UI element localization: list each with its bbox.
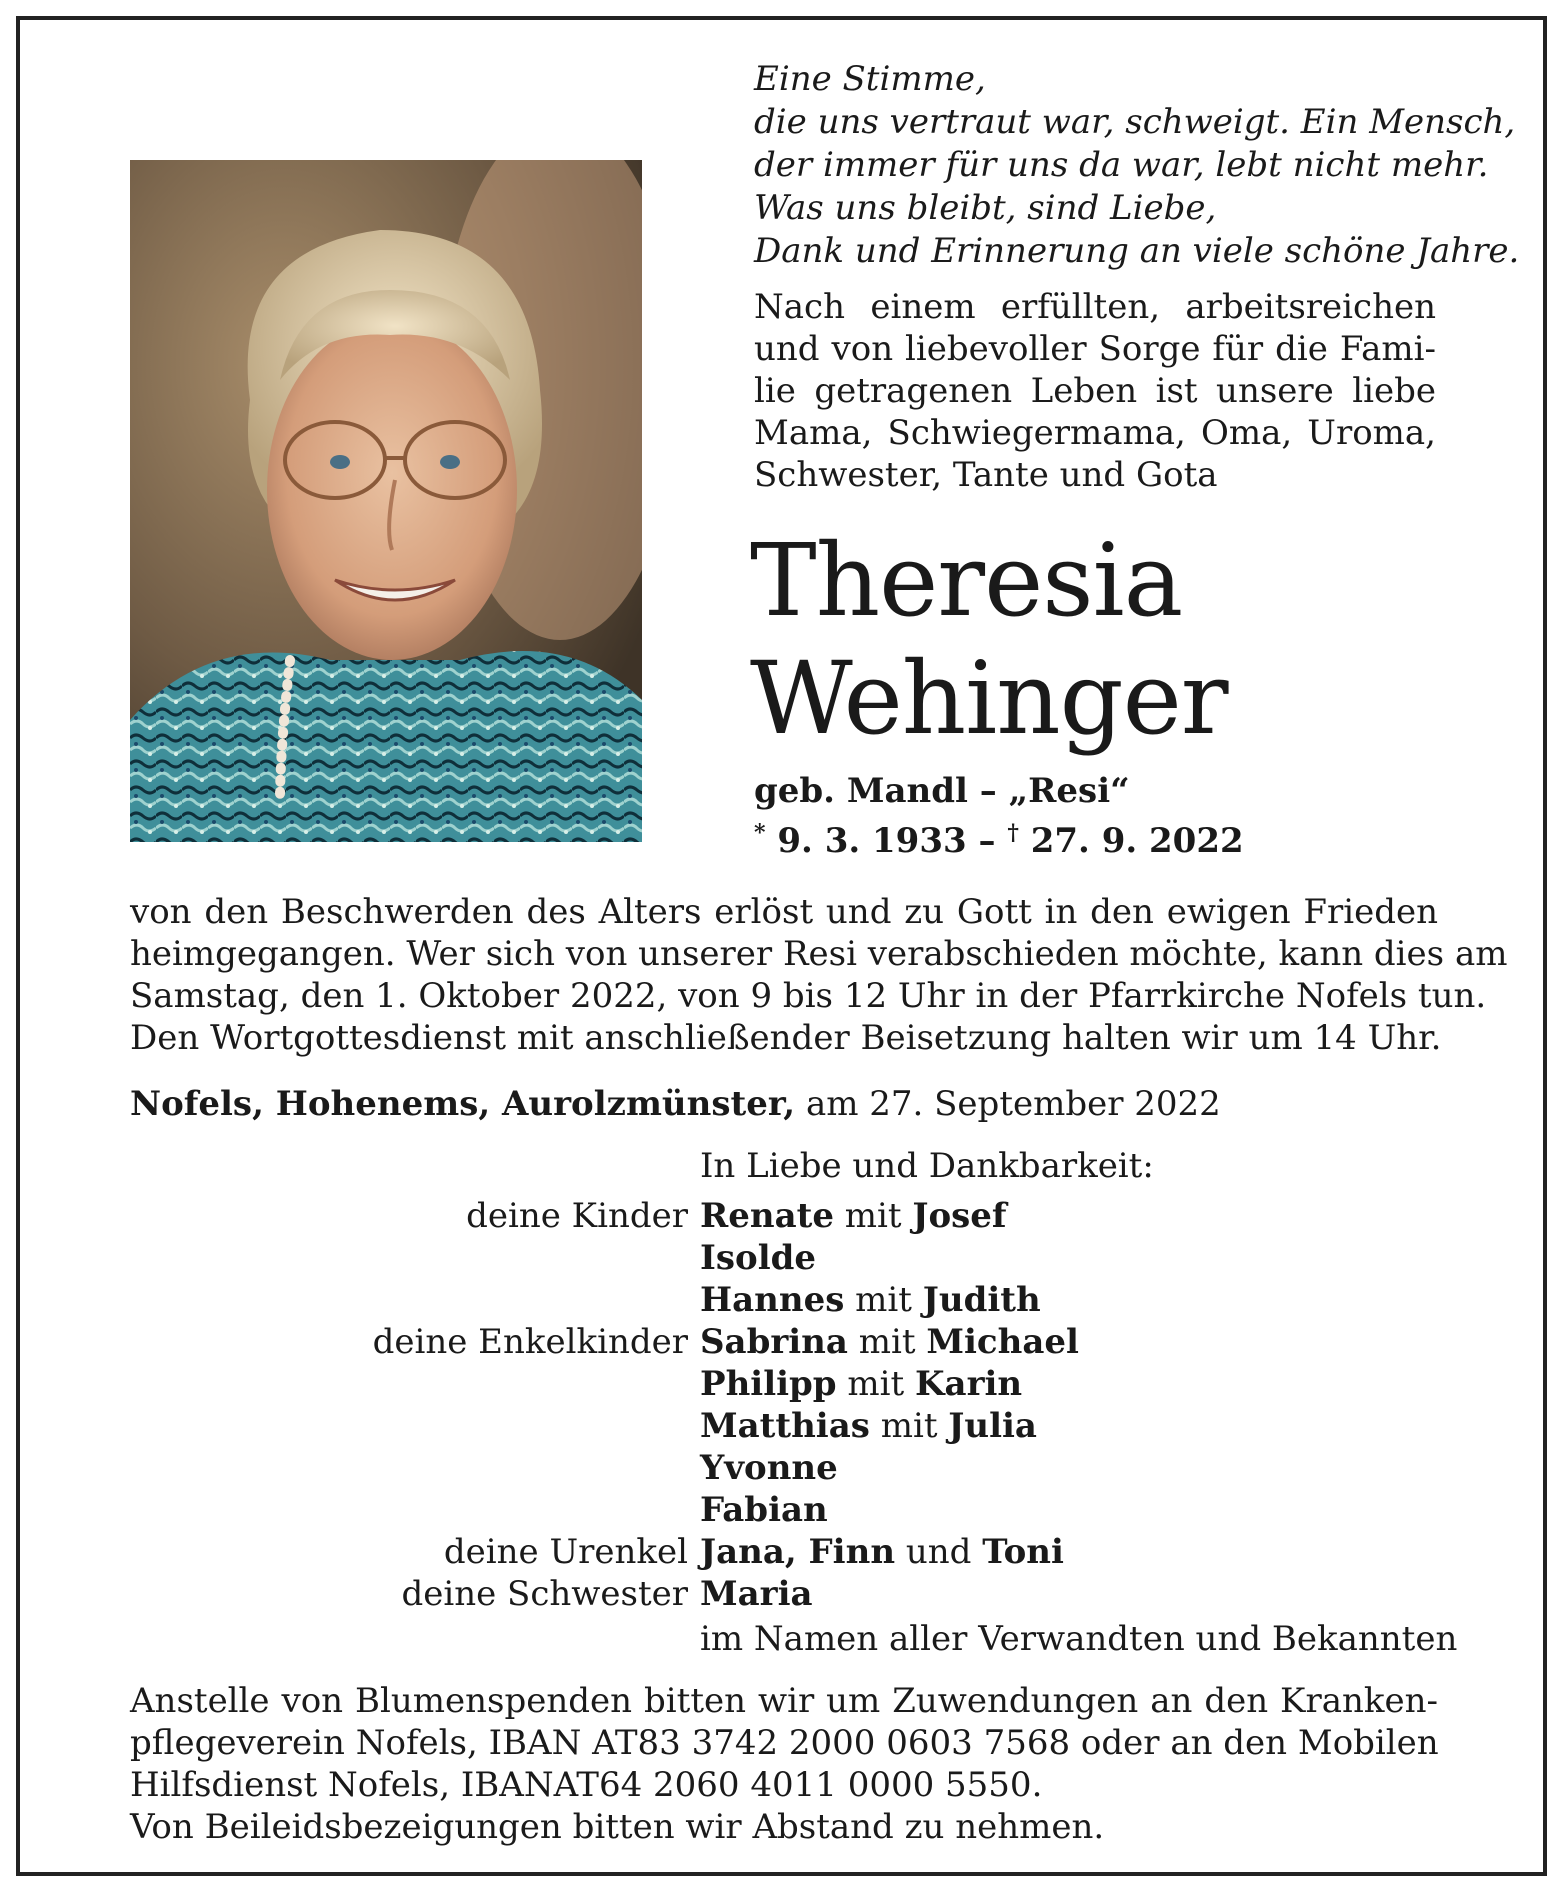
poem-line: Dank und Erinnerung an viele schöne Jahre. xyxy=(754,231,1520,271)
family-names xyxy=(700,1573,813,1615)
relation-label: deine Enkelkinder xyxy=(372,1322,688,1362)
name-connector: mit xyxy=(833,1196,913,1236)
family-row xyxy=(130,1447,1480,1489)
family-member-name: Karin xyxy=(915,1364,1023,1404)
note-line: Hilfsdienst Nofels, IBANAT64 2060 4011 0000 5550. xyxy=(130,1765,1043,1805)
body-line: heimgegangen. Wer sich von unserer Resi verabschieden möchte, kann dies am xyxy=(130,934,1508,974)
family-row xyxy=(130,1195,1480,1237)
relation-label: deine Urenkel xyxy=(443,1532,688,1572)
died-symbol: † xyxy=(1007,820,1019,846)
family-member-name: Hannes xyxy=(700,1280,845,1320)
family-member-name: Matthias xyxy=(700,1406,870,1446)
family-names xyxy=(700,1237,816,1279)
name-connector: mit xyxy=(869,1406,949,1446)
donation-note xyxy=(130,1680,1438,1848)
family-names xyxy=(700,1405,1037,1447)
family-list xyxy=(130,1195,1480,1615)
announcement-date: am 27. September 2022 xyxy=(805,1084,1221,1124)
family-row xyxy=(130,1489,1480,1531)
born-symbol: * xyxy=(754,820,766,846)
death-date: 27. 9. 2022 xyxy=(1030,821,1244,861)
place-date xyxy=(130,1083,1221,1125)
family-row xyxy=(130,1237,1480,1279)
relation-label: deine Kinder xyxy=(466,1196,688,1236)
date-separator: – xyxy=(978,821,996,861)
family-row xyxy=(130,1321,1480,1363)
note-line: Von Beileidsbezeigungen bitten wir Abstand zu nehmen. xyxy=(130,1807,1105,1847)
body-line: Samstag, den 1. Oktober 2022, von 9 bis 12 Uhr in der Pfarrkirche Nofels tun. xyxy=(130,976,1487,1016)
announcement-text xyxy=(130,891,1508,1059)
family-member-name: Isolde xyxy=(700,1238,817,1278)
family-member-name: Michael xyxy=(926,1322,1079,1362)
relation-label: deine Schwester xyxy=(401,1574,688,1614)
family-names xyxy=(700,1279,1041,1321)
family-names xyxy=(700,1531,1064,1573)
birth-name: geb. Mandl – „Resi“ xyxy=(754,771,1130,811)
name-connector: mit xyxy=(836,1364,915,1404)
family-row xyxy=(130,1405,1480,1447)
poem-line: die uns vertraut war, schweigt. Ein Mensch, xyxy=(754,102,1516,142)
places: Nofels, Hohenems, Aurolzmünster, xyxy=(130,1084,796,1124)
family-member-name: Sabrina xyxy=(700,1322,848,1362)
intro-text xyxy=(754,286,1436,496)
family-names xyxy=(700,1489,828,1531)
portrait-image xyxy=(130,160,642,842)
intro-line: Nach einem erfüllten, arbeitsreichen xyxy=(754,287,1436,327)
family-names xyxy=(700,1447,838,1489)
life-dates xyxy=(754,812,1244,862)
family-member-name: Yvonne xyxy=(700,1448,838,1488)
deceased-name xyxy=(750,522,1228,758)
family-row xyxy=(130,1573,1480,1615)
family-member-name: Renate xyxy=(700,1196,834,1236)
first-name: Theresia xyxy=(750,522,1183,639)
poem-line: Eine Stimme, xyxy=(754,59,986,99)
portrait-photo xyxy=(130,160,642,842)
family-row xyxy=(130,1531,1480,1573)
family-names xyxy=(700,1321,1079,1363)
last-name: Wehinger xyxy=(750,640,1228,757)
poem xyxy=(754,58,1520,273)
note-line: Anstelle von Blumenspenden bitten wir um Zuwendungen an den Kranken- xyxy=(130,1681,1438,1721)
family-member-name: Judith xyxy=(922,1280,1041,1320)
name-connector: mit xyxy=(844,1280,923,1320)
intro-line: und von liebevoller Sorge für die Fami- xyxy=(754,329,1436,369)
family-row xyxy=(130,1279,1480,1321)
family-member-name: Julia xyxy=(948,1406,1037,1446)
intro-line: Mama, Schwiegermama, Oma, Uroma, xyxy=(754,413,1436,453)
name-connector: und xyxy=(895,1532,983,1572)
family-names xyxy=(700,1363,1022,1405)
body-line: von den Beschwerden des Alters erlöst und zu Gott in den ewigen Frieden xyxy=(130,892,1438,932)
poem-line: der immer für uns da war, lebt nicht mehr. xyxy=(754,145,1489,185)
note-line: pflegeverein Nofels, IBAN AT83 3742 2000 0603 7568 oder an den Mobilen xyxy=(130,1723,1439,1763)
family-member-name: Fabian xyxy=(700,1490,828,1530)
name-connector: mit xyxy=(847,1322,927,1362)
birth-date: 9. 3. 1933 xyxy=(777,821,967,861)
signature-heading: In Liebe und Dankbarkeit: xyxy=(700,1146,1154,1186)
family-names xyxy=(700,1195,1007,1237)
family-member-name: Philipp xyxy=(700,1364,837,1404)
family-member-name: Toni xyxy=(982,1532,1064,1572)
body-line: Den Wortgottesdienst mit anschließender Beisetzung halten wir um 14 Uhr. xyxy=(130,1018,1442,1058)
intro-line: lie getragenen Leben ist unsere liebe xyxy=(754,371,1436,411)
deceased-details xyxy=(754,770,1244,862)
family-member-name: Josef xyxy=(912,1196,1007,1236)
family-member-name: Jana, Finn xyxy=(700,1532,896,1572)
family-member-name: Maria xyxy=(700,1574,813,1614)
intro-line: Schwester, Tante und Gota xyxy=(754,455,1218,495)
poem-line: Was uns bleibt, sind Liebe, xyxy=(754,188,1217,228)
closing-line: im Namen aller Verwandten und Bekannten xyxy=(700,1619,1458,1659)
family-row xyxy=(130,1363,1480,1405)
